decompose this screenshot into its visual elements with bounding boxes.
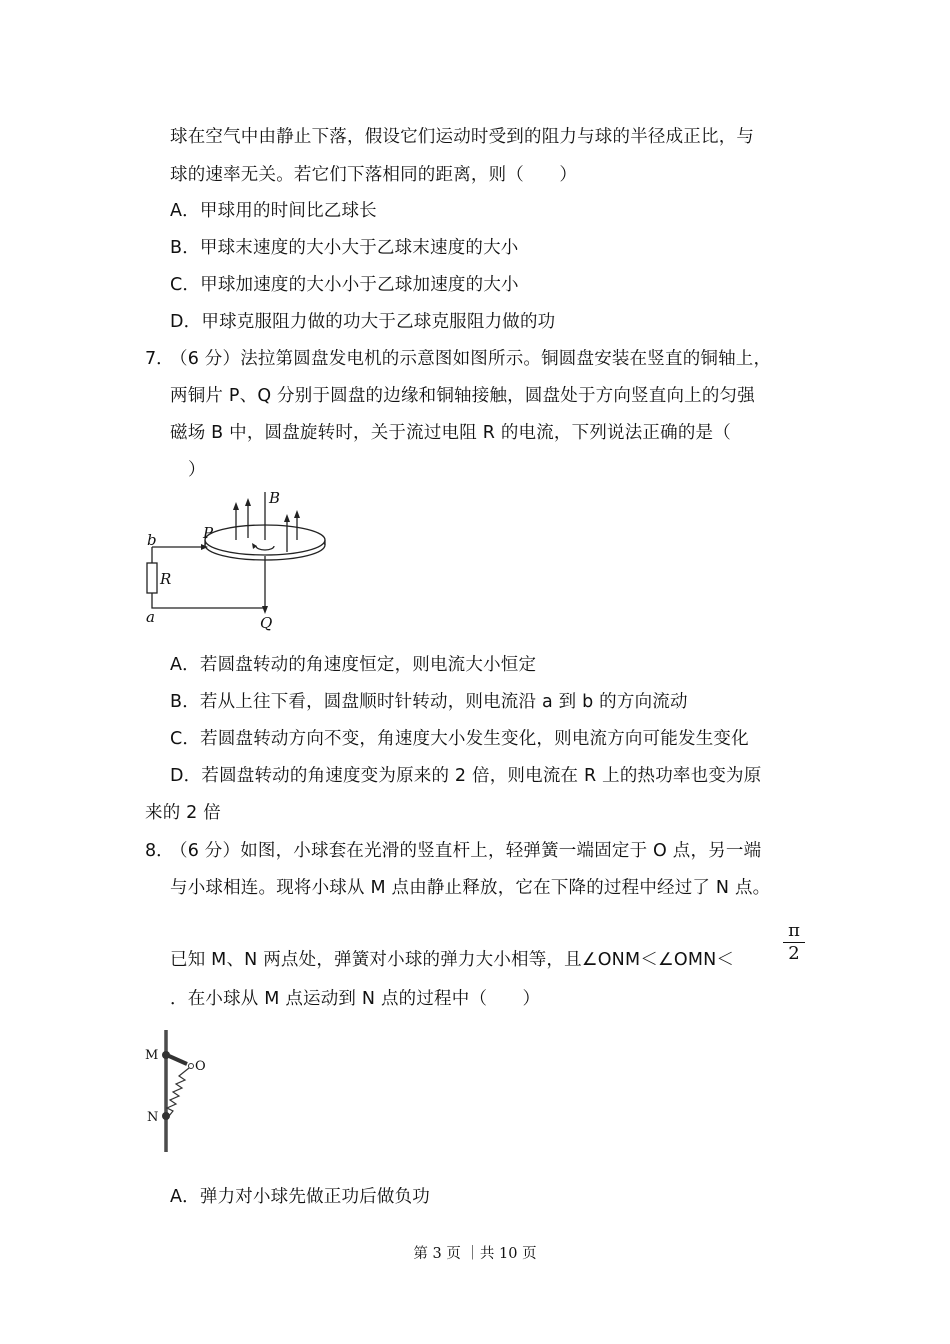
q7-option-b: B．若从上往下看，圆盘顺时针转动，则电流沿 a 到 b 的方向流动 [170, 692, 688, 712]
q6-option-d: D．甲球克服阻力做的功大于乙球克服阻力做的功 [170, 312, 556, 332]
page-footer: 第 3 页 ｜共 10 页 [413, 1246, 537, 1262]
label-p: P [203, 524, 214, 542]
q8-number: 8． [145, 841, 174, 861]
q8-line-1: （6 分）如图，小球套在光滑的竖直杆上，轻弹簧一端固定于 O 点，另一端 [170, 841, 762, 861]
q7-line-3: 磁场 B 中，圆盘旋转时，关于流过电阻 R 的电流，下列说法正确的是（ [170, 423, 731, 443]
label-m: M [145, 1048, 159, 1063]
q7-number: 7． [145, 349, 174, 369]
label-q: Q [260, 614, 273, 632]
q8-line-3: 已知 M、N 两点处，弹簧对小球的弹力大小相等，且∠ONM＜∠OMN＜ [170, 950, 735, 970]
q6-option-b: B．甲球末速度的大小大于乙球末速度的大小 [170, 238, 519, 258]
frac-denominator: 2 [788, 943, 800, 964]
q7-option-a: A．若圆盘转动的角速度恒定，则电流大小恒定 [170, 655, 537, 675]
rod-spring-figure [143, 1020, 223, 1165]
q6-line-2: 球的速率无关。若它们下落相同的距离，则（ ） [170, 165, 578, 185]
q7-option-d-cont: 来的 2 倍 [145, 803, 221, 823]
q8-option-a: A．弹力对小球先做正功后做负功 [170, 1187, 430, 1207]
faraday-disc-figure [140, 490, 340, 635]
q7-line-4: ） [188, 460, 206, 480]
q6-option-c: C．甲球加速度的大小小于乙球加速度的大小 [170, 275, 519, 295]
q7-option-d: D．若圆盘转动的角速度变为原来的 2 倍，则电流在 R 上的热功率也变为原 [170, 766, 762, 786]
pi-over-2-fraction [781, 920, 807, 965]
frac-numerator: π [788, 920, 800, 941]
label-r: R [160, 570, 172, 588]
label-o: O [195, 1059, 206, 1074]
q7-line-1: （6 分）法拉第圆盘发电机的示意图如图所示。铜圆盘安装在竖直的铜轴上， [170, 349, 772, 369]
label-n: N [147, 1110, 159, 1125]
label-b: b [147, 531, 157, 549]
q8-line-4: ．在小球从 M 点运动到 N 点的过程中（ ） [170, 989, 541, 1009]
q7-option-c: C．若圆盘转动方向不变，角速度大小发生变化，则电流方向可能发生变化 [170, 729, 749, 749]
q8-line-2: 与小球相连。现将小球从 M 点由静止释放，它在下降的过程中经过了 N 点。 [170, 878, 771, 898]
label-field-b: B [269, 489, 281, 507]
q6-line-1: 球在空气中由静止下落，假设它们运动时受到的阻力与球的半径成正比，与 [170, 127, 755, 147]
q7-line-2: 两铜片 P、Q 分别于圆盘的边缘和铜轴接触，圆盘处于方向竖直向上的匀强 [170, 386, 755, 406]
label-a: a [146, 608, 155, 626]
q6-option-a: A．甲球用的时间比乙球长 [170, 201, 377, 221]
